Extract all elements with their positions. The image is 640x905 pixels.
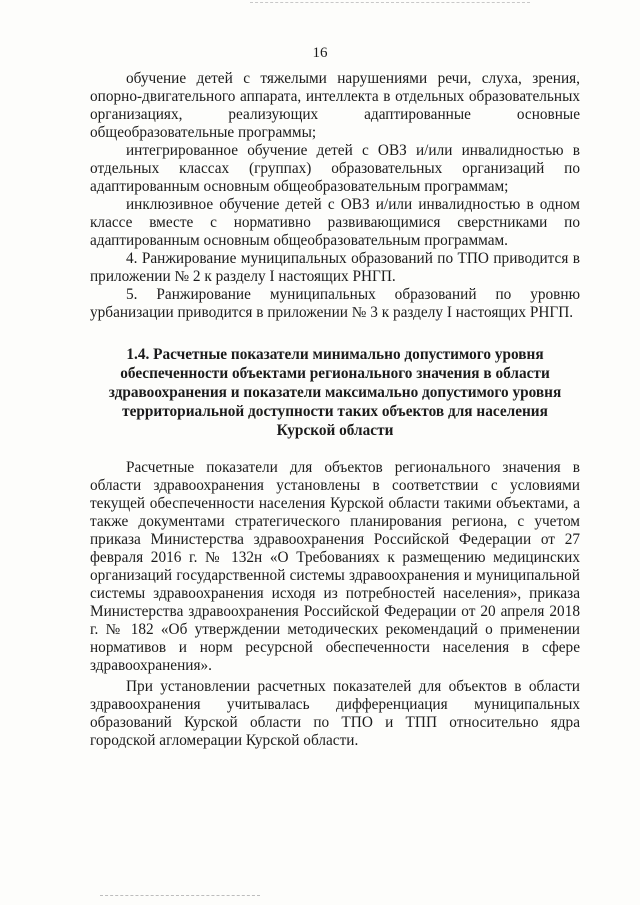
section-heading: 1.4. Расчетные показатели минимально допустимого уровня обеспеченности объектами регионального значения в области здравоохранения и показатели максимально допустимого уровня территориальной доступности таких объектов для населения Курской области (108, 346, 562, 439)
paragraph-list-item-3: инклюзивное обучение детей с ОВЗ и/или инвалидностью в одном классе вместе с нормативно развивающимися сверстниками по адаптированным основным общеобразовательным программам. (90, 196, 580, 249)
paragraph-list-item-2: интегрированное обучение детей с ОВЗ и/или инвалидностью в отдельных классах (группах) образовательных организаций по адаптированным основным общеобразовательным программам; (90, 142, 580, 195)
section-body (90, 459, 580, 750)
section-paragraph-1: Расчетные показатели для объектов регионального значения в области здравоохранения установлены в соответствии с условиями текущей обеспеченности населения Курской области такими объектами, а также документами стратегического планирования региона, с учетом приказа Министерства здравоохранения Российской Федерации от 27 февраля 2016 г. № 132н «О Требованиях к размещению медицинских организаций государственной системы здравоохранения и муниципальной системы здравоохранения исходя из потребностей населения», приказа Министерства здравоохранения Российской Федерации от 20 апреля 2018 г. № 182 «Об утверждении методических рекомендаций о применении нормативов и норм ресурсной обеспеченности населения в сфере здравоохранения». (90, 459, 580, 674)
scan-bottom-edge (100, 895, 260, 896)
page-number: 16 (312, 45, 328, 61)
intro-text-block (90, 70, 580, 322)
paragraph-list-item-1: обучение детей с тяжелыми нарушениями речи, слуха, зрения, опорно-двигательного аппарата, интеллекта в отдельных образовательных организациях, реализующих адаптированные основные общеобразовательные программы; (90, 70, 580, 141)
paragraph-item-4: 4. Ранжирование муниципальных образований по ТПО приводится в приложении № 2 к разделу I настоящих РНГП. (90, 250, 580, 285)
section-paragraph-2: При установлении расчетных показателей для объектов в области здравоохранения учитывалась дифференциация муниципальных образований Курской области по ТПО и ТПП относительно ядра городской агломерации Курской области. (90, 678, 580, 749)
scan-top-edge (250, 2, 530, 3)
paragraph-item-5: 5. Ранжирование муниципальных образований по уровню урбанизации приводится в приложении № 3 к разделу I настоящих РНГП. (90, 286, 580, 321)
